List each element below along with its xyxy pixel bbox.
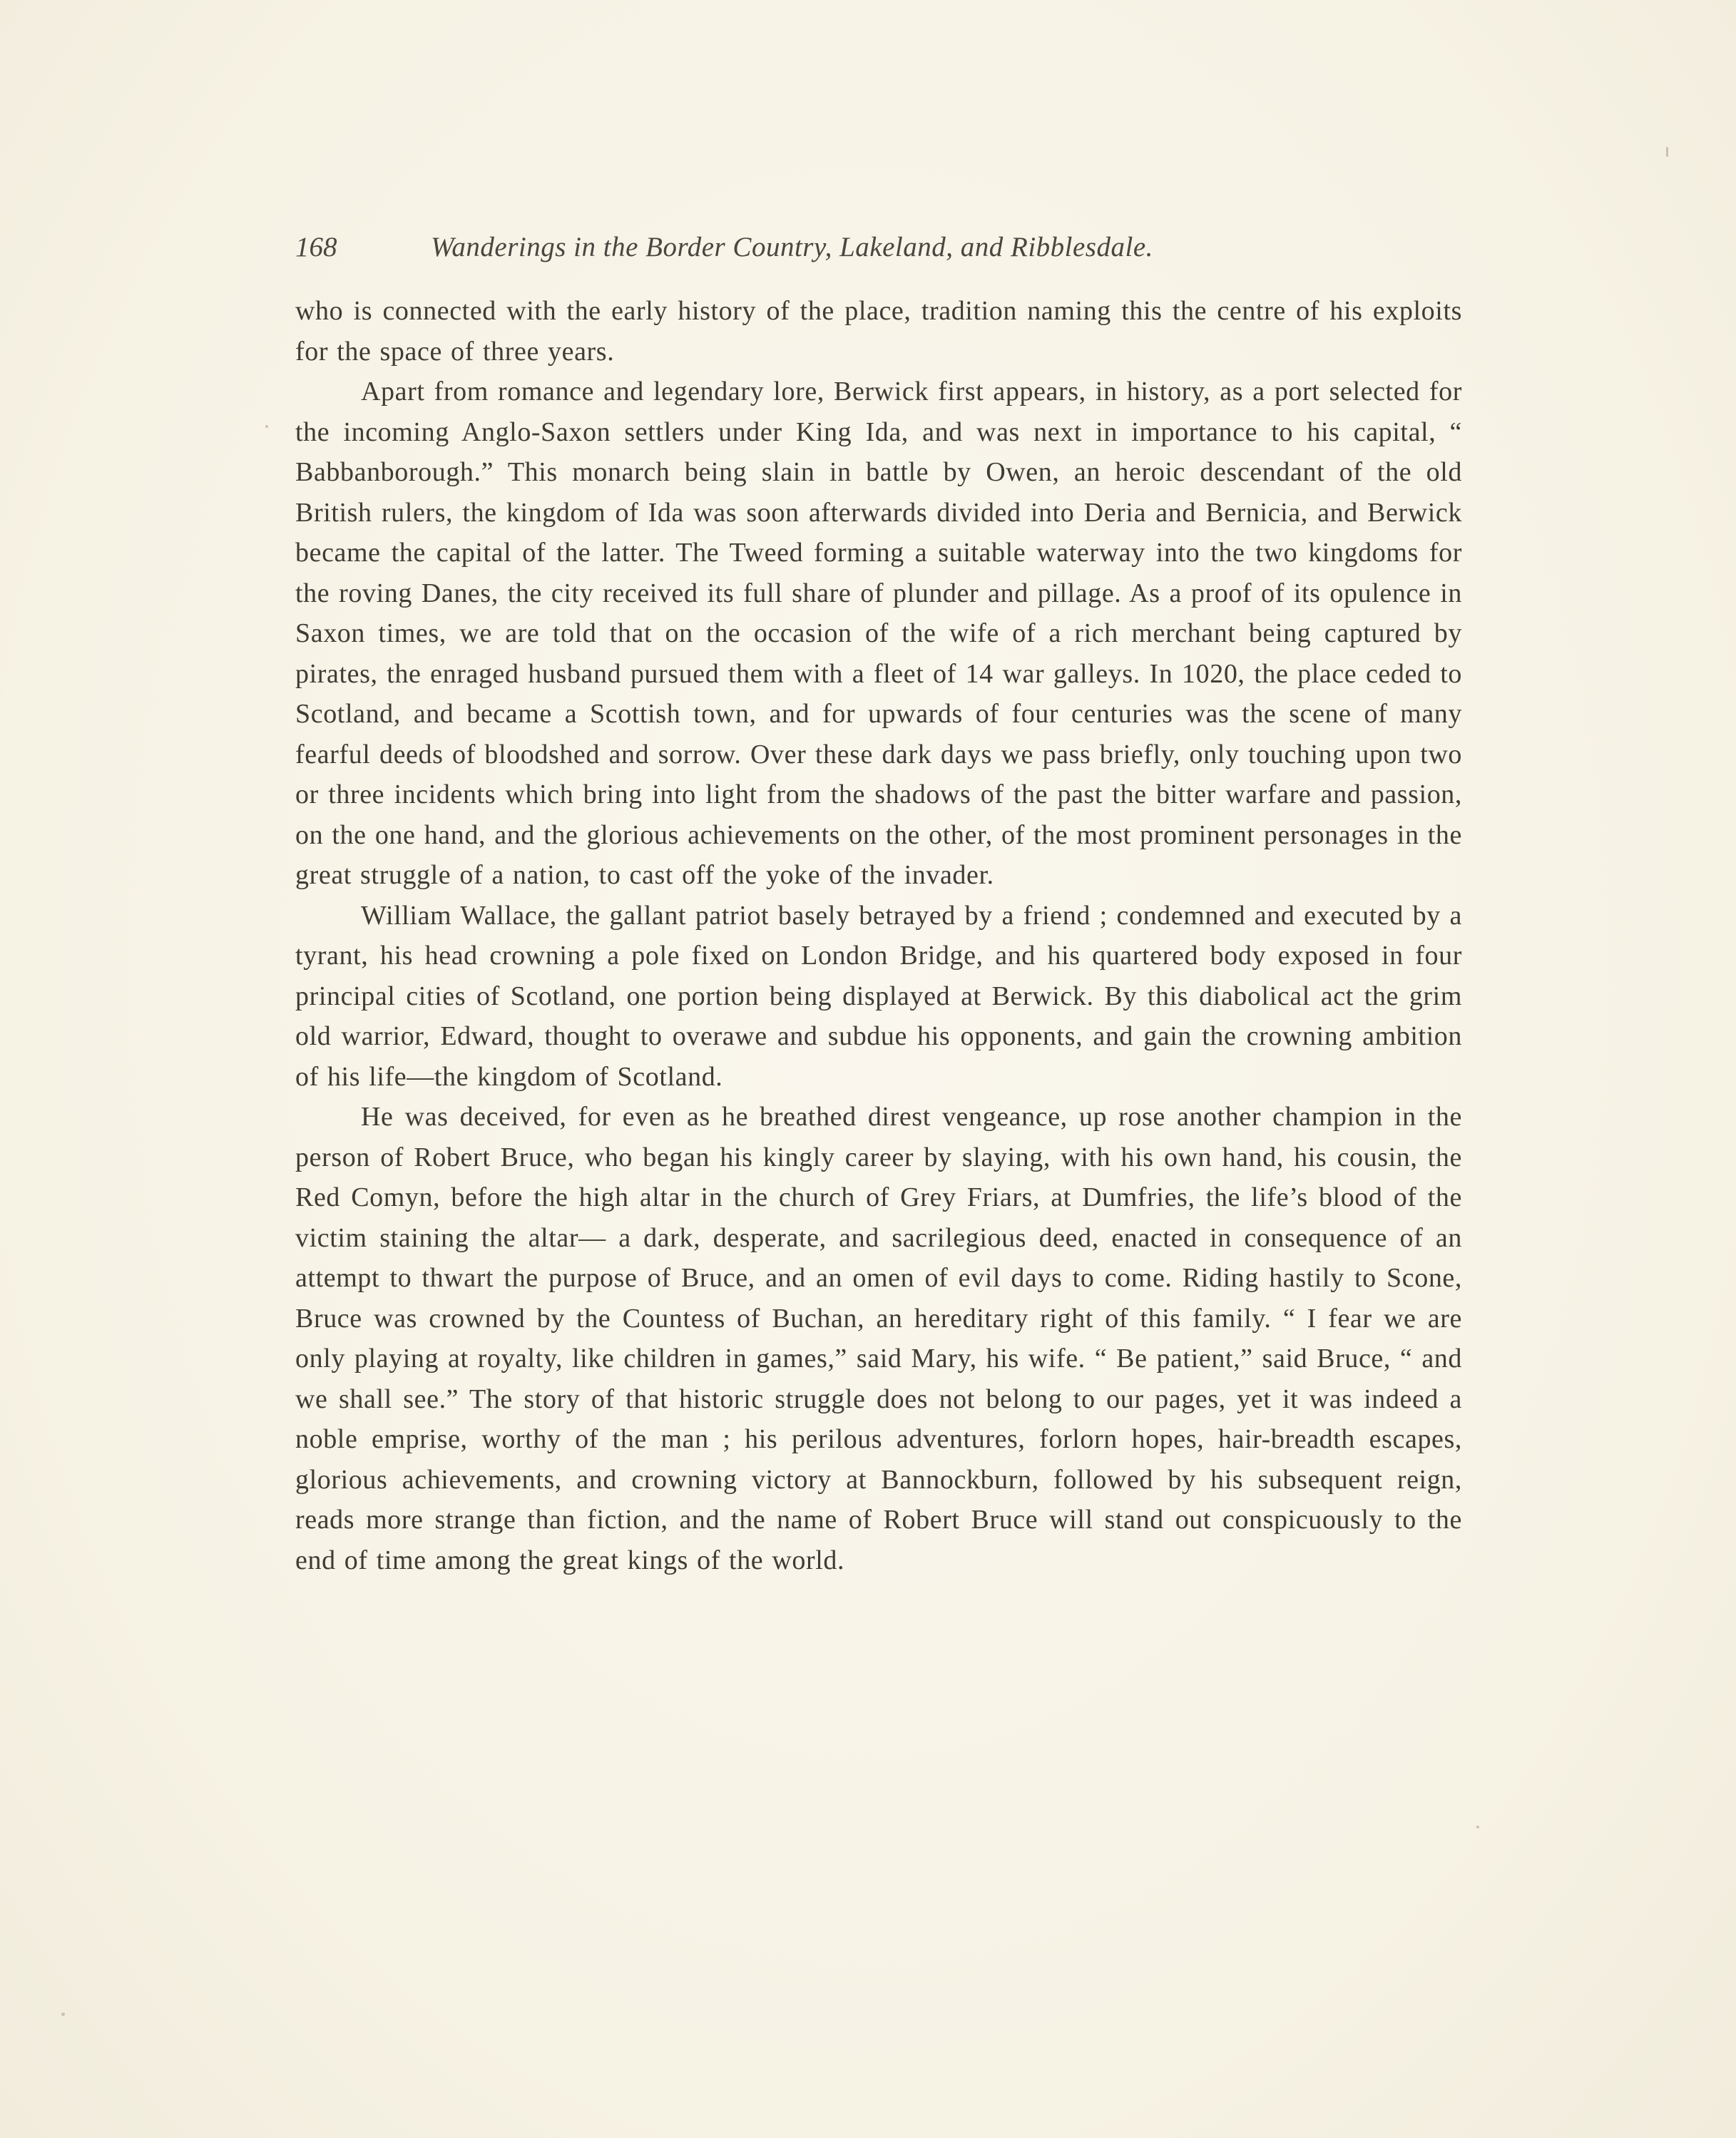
paper-speck	[1476, 1826, 1479, 1828]
paragraph-berwick-history: Apart from romance and legendary lore, Berwick first appears, in history, as a port selected for the incoming Anglo-Saxon settlers under King Ida, and was next in importance to his capital, “ Babbanborough.” This monarch being slain in battle by Owen, an heroic descendant of the old British rulers, the kingdom of Ida was soon afterwards divided into Deria and Bernicia, and Berwick became the capital of the latter. The Tweed forming a suitable waterway into the two kingdoms for the roving Danes, the city received its full share of plunder and pillage. As a proof of its opulence in Saxon times, we are told that on the occasion of the wife of a rich merchant being captured by pirates, the enraged husband pursued them with a fleet of 14 war galleys. In 1020, the place ceded to Scotland, and became a Scottish town, and for upwards of four centuries was the scene of many fearful deeds of bloodshed and sorrow. Over these dark days we pass briefly, only touching upon two or three incidents which bring into light from the shadows of the past the bitter warfare and passion, on the one hand, and the glorious achievements on the other, of the most prominent personages in the great struggle of a nation, to cast off the yoke of the invader.	[295, 377, 1462, 890]
paragraph-robert-bruce: He was deceived, for even as he breathed direst vengeance, up rose another champion in the person of Robert Bruce, who began his kingly career by slaying, with his own hand, his cousin, the Red Comyn, before the high altar in the church of Grey Friars, at Dumfries, the life’s blood of the victim staining the altar— a dark, desperate, and sacrilegious deed, enacted in consequence of an attempt to thwart the purpose of Bruce, and an omen of evil days to come. Riding hastily to Scone, Bruce was crowned by the Countess of Buchan, an hereditary right of this family. “ I fear we are only playing at royalty, like children in games,” said Mary, his wife. “ Be patient,” said Bruce, “ and we shall see.” The story of that historic struggle does not belong to our pages, yet it was indeed a noble emprise, worthy of the man ; his perilous adventures, forlorn hopes, hair-breadth escapes, glorious achievements, and crowning victory at Bannockburn, followed by his subsequent reign, reads more strange than fiction, and the name of Robert Bruce will stand out conspicuously to the end of time among the great kings of the world.	[295, 1102, 1462, 1575]
paper-speck	[265, 425, 268, 428]
paper-speck	[61, 2012, 65, 2016]
paper-speck	[1666, 147, 1668, 157]
body-text	[295, 291, 1462, 1580]
paragraph-continuation: who is connected with the early history of the place, tradition naming this the centre of his exploits for the space of three years.	[295, 296, 1462, 367]
paragraph-william-wallace: William Wallace, the gallant patriot basely betrayed by a friend ; condemned and executed by a tyrant, his head crowning a pole fixed on London Bridge, and his quartered body exposed in four principal cities of Scotland, one portion being displayed at Berwick. By this diabolical act the grim old warrior, Edward, thought to overawe and subdue his opponents, and gain the crowning ambition of his life—the kingdom of Scotland.	[295, 900, 1462, 1092]
page-number: 168	[295, 232, 337, 262]
running-head	[295, 225, 1322, 271]
running-title: Wanderings in the Border Country, Lakeland, and Ribblesdale.	[431, 232, 1153, 262]
